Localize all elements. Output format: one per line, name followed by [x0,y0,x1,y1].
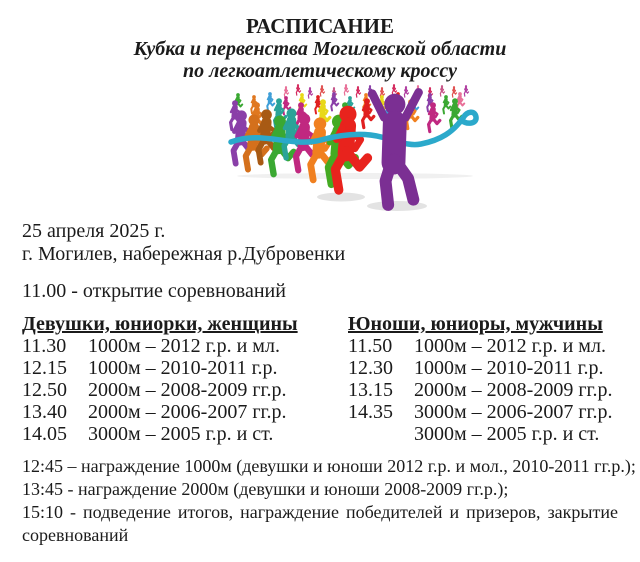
column-header: Юноши, юниоры, мужчины [348,313,603,335]
race-time: 14.05 [22,423,67,445]
event-location: г. Могилев, набережная р.Дубровенки [22,243,346,265]
column-girls-women [22,313,348,445]
schedule-row [22,401,348,423]
race-time [348,423,414,445]
race-event: 2000м – 2006-2007 гг.р. [88,401,287,423]
awards-paragraph [22,455,636,547]
schedule-row [22,357,348,379]
race-time: 13.40 [22,401,67,423]
schedule-row [348,401,618,423]
schedule-row [348,335,618,357]
race-time: 11.50 [348,335,393,357]
opening-time: 11.00 - открытие соревнований [22,280,286,302]
illustration-area [22,84,618,212]
race-time: 13.15 [348,379,393,401]
award-item-3-line-2: соревнований [22,525,129,545]
race-event: 3000м – 2005 г.р. и ст. [414,423,600,445]
schedule-row [22,423,348,445]
column-header: Девушки, юниорки, женщины [22,313,298,335]
race-event: 1000м – 2010-2011 г.р. [414,357,604,379]
page-title: РАСПИСАНИЕ [245,14,395,38]
event-date: 25 апреля 2025 г. [22,220,166,242]
race-time: 11.30 [22,335,67,357]
page-subtitle-2: по легкоатлетическому кроссу [183,60,457,82]
schedule-row [348,379,618,401]
winner-figure-layer [372,92,418,205]
schedule-row [22,379,348,401]
race-event: 1000м – 2010-2011 г.р. [88,357,278,379]
race-time: 12.30 [348,357,393,379]
column-boys-men [348,313,618,445]
race-event: 1000м – 2012 г.р. и мл. [88,335,280,357]
award-item-2: 13:45 - награждение 2000м (девушки и юноши 2008-2009 гг.р.); [22,479,509,499]
schedule-row [348,357,618,379]
race-time: 14.35 [348,401,393,423]
race-event: 1000м – 2012 г.р. и мл. [414,335,606,357]
race-time: 12.50 [22,379,67,401]
award-item-1: 12:45 – награждение 1000м (девушки и юноши 2012 г.р. и мол., 2010-2011 гг.р.); [22,456,636,476]
schedule-row [22,335,348,357]
race-event: 2000м – 2008-2009 гг.р. [414,379,613,401]
event-info [22,220,618,266]
race-event: 3000м – 2006-2007 гг.р. [414,401,613,423]
race-time: 12.15 [22,357,67,379]
schedule-row [348,423,618,445]
page-subtitle-1: Кубка и первенства Могилевской области [133,38,507,60]
award-item-3-line-1: 15:10 - подведение итогов, награждение победителей и призеров, закрытие [22,502,618,522]
race-event: 3000м – 2005 г.р. и ст. [88,423,274,445]
schedule-columns [22,313,618,445]
runners-finish-illustration [225,84,485,212]
race-event: 2000м – 2008-2009 гг.р. [88,379,287,401]
